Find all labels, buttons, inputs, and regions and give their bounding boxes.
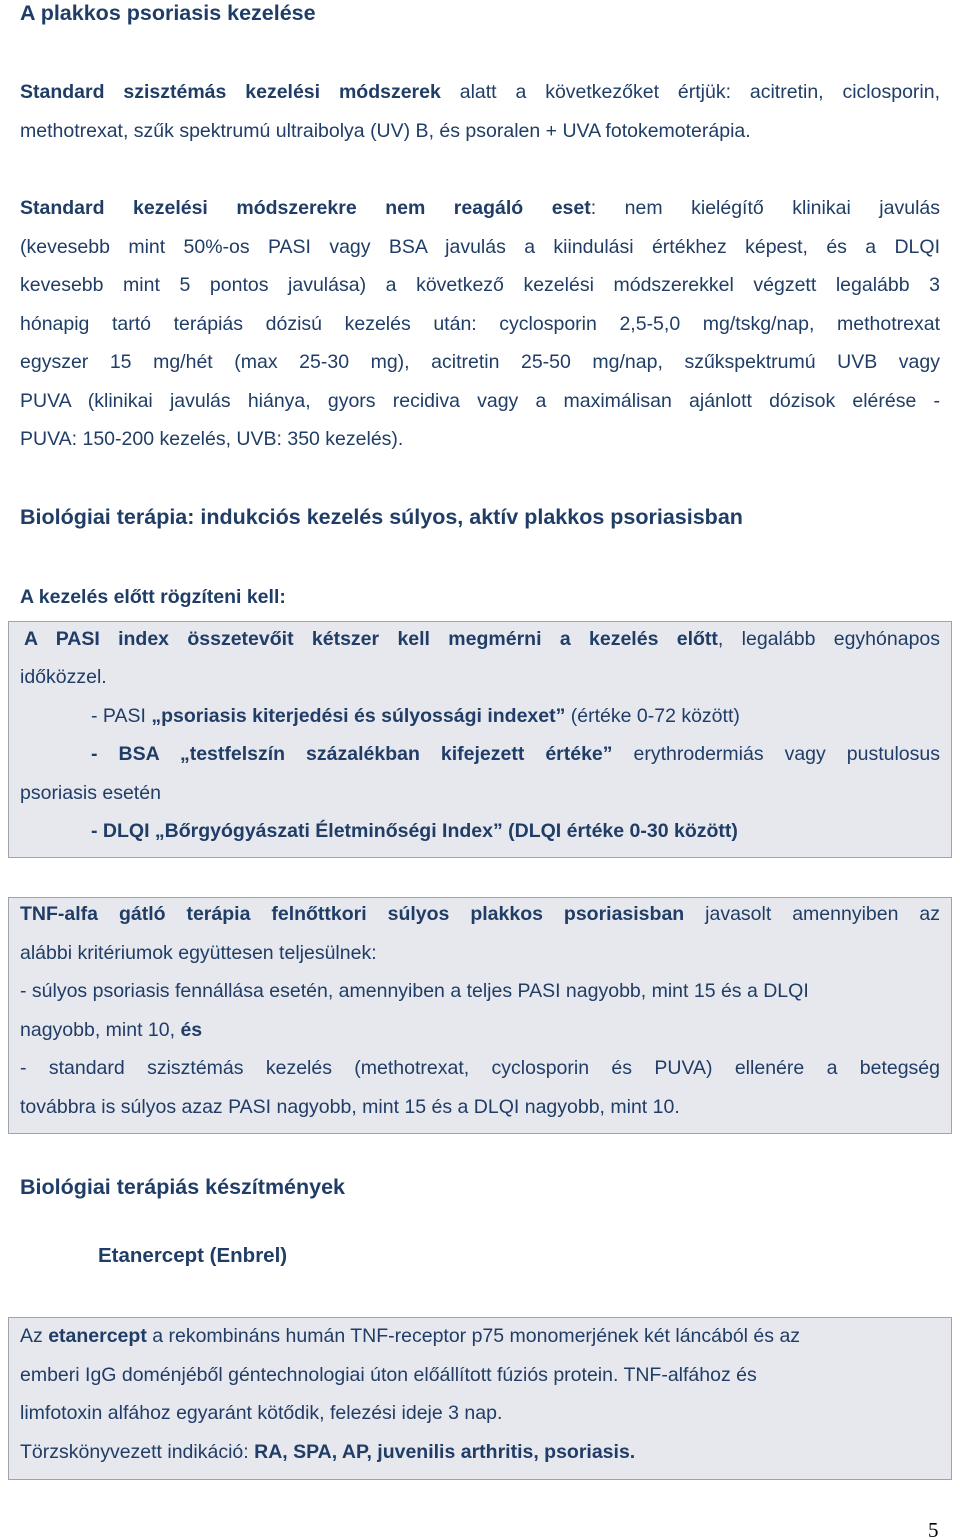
p2-line: PUVA (klinikai javulás hiánya, gyors recidiva vagy a maximálisan ajánlott dózisok elérése - xyxy=(20,390,940,412)
box2-line: TNF-alfa gátló terápia felnőttkori súlyos plakkos psoriasisban javasolt amennyiben az xyxy=(20,903,940,925)
box1-bullet-bsa: - BSA „testfelszín százalékban kifejezett értéke” erythrodermiás vagy pustulosus xyxy=(91,743,940,765)
box1-line: A PASI index összetevőit kétszer kell megmérni a kezelés előtt, legalább egyhónapos xyxy=(24,628,941,650)
p1-line: Standard szisztémás kezelési módszerek alatt a következőket értjük: acitretin, ciclosporin, xyxy=(20,81,941,103)
box3-line: Törzskönyvezett indikáció: RA, SPA, AP, juvenilis arthritis, psoriasis. xyxy=(20,1441,636,1463)
box3-line: limfotoxin alfához egyaránt kötődik, felezési ideje 3 nap. xyxy=(20,1402,503,1424)
p2-line: egyszer 15 mg/hét (max 25-30 mg), acitretin 25-50 mg/nap, szűkspektrumú UVB vagy xyxy=(20,351,940,373)
p2-line: Standard kezelési módszerekre nem reagáló eset: nem kielégítő klinikai javulás xyxy=(20,197,940,219)
box1-line: időközzel. xyxy=(20,666,107,688)
subsection-heading: A kezelés előtt rögzíteni kell: xyxy=(20,586,286,608)
box1-line: psoriasis esetén xyxy=(20,782,161,804)
section-heading: Biológiai terápiás készítmények xyxy=(20,1175,346,1199)
box2-line: továbbra is súlyos azaz PASI nagyobb, mint 15 és a DLQI nagyobb, mint 10. xyxy=(20,1096,680,1118)
drug-heading: Etanercept (Enbrel) xyxy=(98,1244,288,1267)
box1-bullet-pasi: - PASI „psoriasis kiterjedési és súlyossági indexet” (értéke 0-72 között) xyxy=(91,705,740,727)
p2-line: (kevesebb mint 50%-os PASI vagy BSA javulás a kiindulási értékhez képest, és a DLQI xyxy=(20,236,940,258)
p2-line: kevesebb mint 5 pontos javulása) a következő kezelési módszerekkel végzett legalább 3 xyxy=(20,274,940,296)
box2-line: - súlyos psoriasis fennállása esetén, amennyiben a teljes PASI nagyobb, mint 15 és a DLQI xyxy=(20,980,809,1002)
box2-line: nagyobb, mint 10, és xyxy=(20,1019,203,1041)
p1-line: methotrexat, szűk spektrumú ultraibolya (UV) B, és psoralen + UVA fotokemoterápia. xyxy=(20,120,751,142)
p2-line: PUVA: 150-200 kezelés, UVB: 350 kezelés). xyxy=(20,428,404,450)
p2-line: hónapig tartó terápiás dózisú kezelés után: cyclosporin 2,5-5,0 mg/tskg/nap, methotrexat xyxy=(20,313,940,335)
box2-line: - standard szisztémás kezelés (methotrexat, cyclosporin és PUVA) ellenére a betegség xyxy=(20,1057,940,1079)
box1-bullet-dlqi: - DLQI „Bőrgyógyászati Életminőségi Index” (DLQI értéke 0-30 között) xyxy=(91,820,738,842)
box3-line: emberi IgG doménjéből géntechnologiai úton előállított fúziós protein. TNF-alfához és xyxy=(20,1364,757,1386)
box2-line: alábbi kritériumok együttesen teljesülnek: xyxy=(20,942,377,964)
page-title: A plakkos psoriasis kezelése xyxy=(20,1,316,25)
box3-line: Az etanercept a rekombináns humán TNF-receptor p75 monomerjének két láncából és az xyxy=(20,1325,801,1347)
section-heading: Biológiai terápia: indukciós kezelés súlyos, aktív plakkos psoriasisban xyxy=(20,505,743,529)
page-number: 5 xyxy=(928,1518,939,1540)
